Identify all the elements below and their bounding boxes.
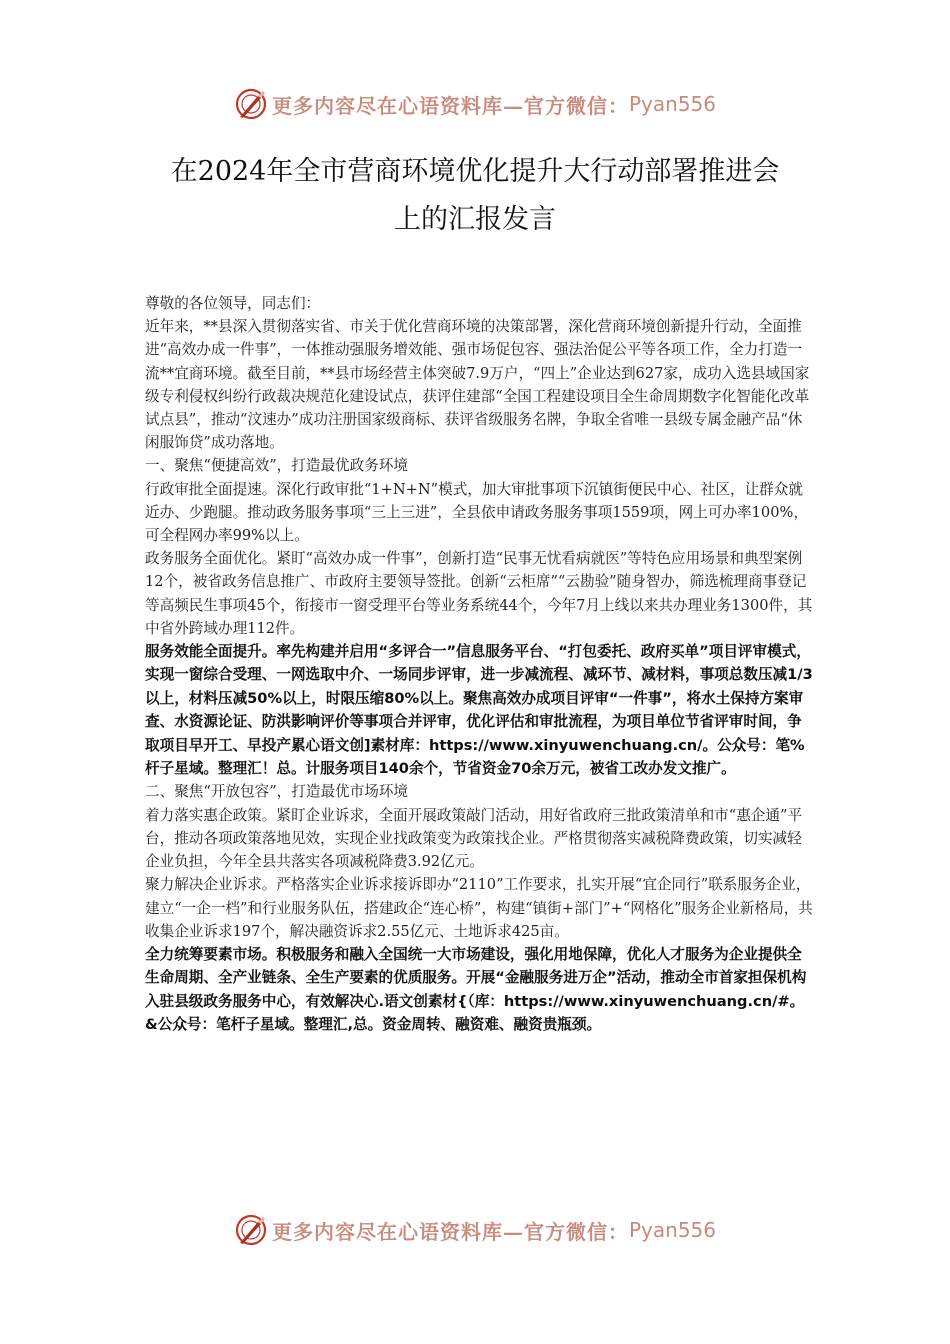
paragraph-gov-service: 政务服务全面优化。紧盯“高效办成一件事”，创新打造“民事无忧看病就医”等特色应用场景和典型案例12个，被省政务信息推广、市政府主要领导签批。创新“云柜席”“云勘验”随身智办，筛选梳理商事登记等高频民生事项45个，衔接市一窗受理平台等业务系统44个，今年7月上线以来共办理业务1300件，其中省外跨域办理112件。 [145,550,813,637]
paragraph-appeals: 聚力解决企业诉求。严格落实企业诉求接诉即办“2110”工作要求，扎实开展“宜企同行”联系服务企业，建立“一企一档”和行业服务队伍，搭建政企“连心桥”，构建“镇街+部门”+“网格化”服务企业新格局，共收集企业诉求197个，解决融资诉求2.55亿元、土地诉求425亩。 [145,876,813,940]
footer-banner [0,1208,950,1252]
salutation: 尊敬的各位领导，同志们： [145,295,321,312]
title-line-2: 上的汇报发言 [394,204,556,235]
header-banner [0,82,950,126]
document-title [0,148,950,244]
section-heading-2: 二、聚焦“开放包容”，打造最优市场环境 [145,783,409,801]
title-line-1: 在2024年全市营商环境优化提升大行动部署推进会 [170,156,780,187]
paragraph-policy: 着力落实惠企政策。紧盯企业诉求，全面开展政策敲门活动，用好省政府三批政策清单和市“惠企通”平台，推动各项政策落地见效，实现企业找政策变为政策找企业。严格贯彻落实减税降费政策，切实减轻企业负担，今年全县共落实各项减税降费3.92亿元。 [145,806,803,871]
pen-logo-icon [234,1213,268,1247]
intro-paragraph: 近年来，**县深入贯彻落实省、市关于优化营商环境的决策部署，深化营商环境创新提升行动，全面推进“高效办成一件事”，一体推动强服务增效能、强市场促包容、强法治促公平等各项工作，全力打造一流**宜商环境。截至目前，**县市场经营主体突破7.9万户，“四上”企业达到627家，成功入选县域国家级专利侵权纠纷行政裁决规范化建设试点，获评住建部“全国工程建设项目全生命周期数字化智能化改革试点县”，推动“汶速办”成功注册国家级商标、获评省级服务名牌，争取全省唯一县级专属金融产品“休闲服饰贷”成功落地。 [145,318,810,452]
paragraph-approval: 行政审批全面提速。深化行政审批“1+N+N”模式，加大审批事项下沉镇街便民中心、社区，让群众就近办、少跑腿。推动政务服务事项“三上三进”，全县依申请政务服务事项1559项，网上可办率100%，可全程网办率99%以上。 [145,480,808,545]
banner-wechat-id: Pyan556 [628,92,716,116]
paragraph-efficiency: 服务效能全面提升。率先构建并启用“多评合一”信息服务平台、“打包委托、政府买单”项目评审模式，实现一窗综合受理、一网选取中介、一场同步评审，进一步减流程、减环节、减材料，事项总数压减1/3以上，材料压减50%以上，时限压缩80%以上。聚焦高效办成项目评审“一件事”，将水土保持方案审查、水资源论证、防洪影响评价等事项合并评审，优化评估和审批流程，为项目单位节省评审时间，争取项目早开工、早投产累心语文创]素材库：https://www.xinyuwenchuang.cn/。公众号：笔%杆子星域。整理汇！总。计服务项目140余个，节省资金70余万元，被省工改办发文推广。 [145,643,813,778]
banner-text: 更多内容尽在心语资料库—官方微信： [271,93,629,118]
document-body [145,292,813,1037]
section-heading-1: 一、聚焦“便捷高效”，打造最优政务环境 [145,457,409,475]
pen-logo-icon [234,87,268,121]
banner-text: 更多内容尽在心语资料库—官方微信： [271,1219,629,1244]
banner-wechat-id: Pyan556 [628,1218,716,1242]
paragraph-factor-market: 全力统筹要素市场。积极服务和融入全国统一大市场建设，强化用地保障，优化人才服务为企业提供全生命周期、全产业链条、全生产要素的优质服务。开展“金融服务进万企”活动，推动全市首家担保机构入驻县级政务服务中心，有效解决心.语文创素材{（库：https://www.xinyuwenchuang.cn/#。&公众号：笔杆子星域。整理汇,总。资金周转、融资难、融资贵瓶颈。 [145,945,807,1034]
